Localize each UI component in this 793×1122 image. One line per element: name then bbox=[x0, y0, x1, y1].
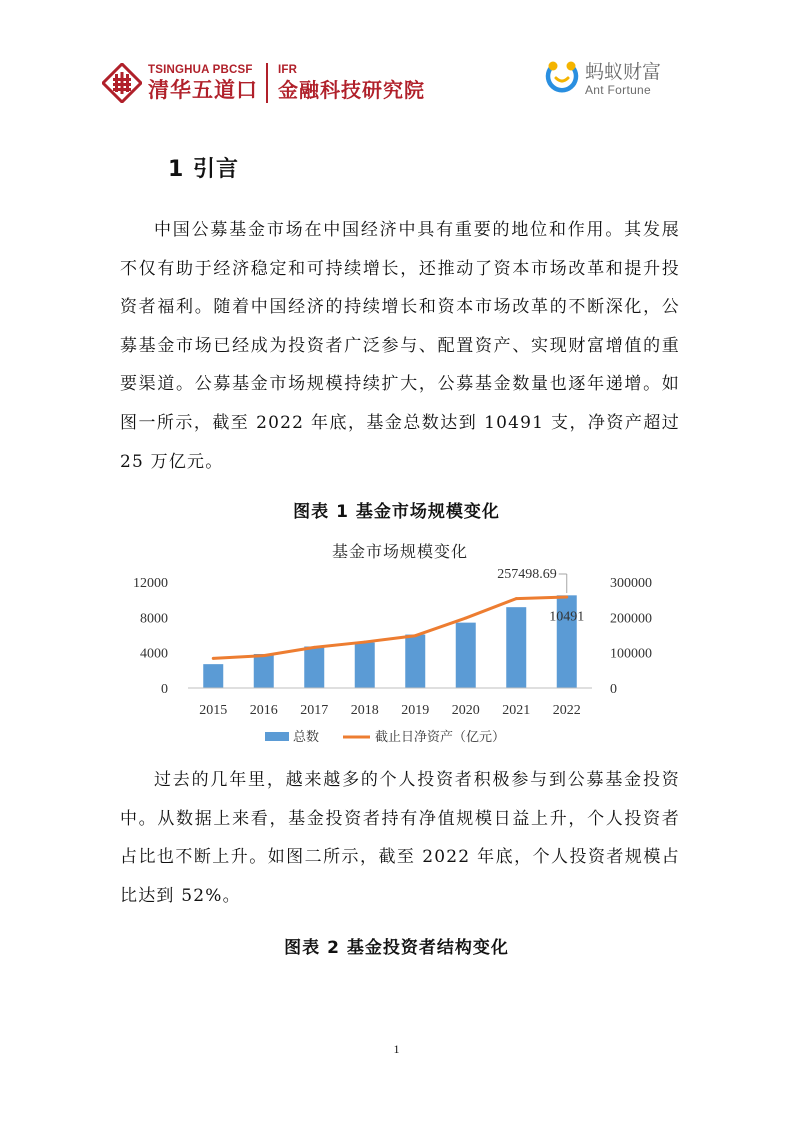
x-tick-label: 2019 bbox=[401, 703, 430, 718]
x-tick-label: 2015 bbox=[199, 703, 228, 718]
ant-fortune-en-name: Ant Fortune bbox=[585, 83, 652, 97]
y-left-tick-label: 8000 bbox=[140, 611, 168, 627]
x-tick-label: 2017 bbox=[300, 703, 329, 718]
chart-bar bbox=[456, 623, 476, 688]
y-right-tick-label: 100000 bbox=[610, 646, 652, 662]
tsinghua-ifr-logo bbox=[102, 60, 425, 106]
fund-market-chart bbox=[120, 530, 680, 755]
x-tick-label: 2021 bbox=[502, 703, 531, 718]
page-number: 1 bbox=[393, 1042, 400, 1056]
y-right-tick-label: 300000 bbox=[610, 576, 652, 591]
x-tick-label: 2016 bbox=[249, 703, 278, 718]
y-left-tick-label: 12000 bbox=[133, 576, 168, 591]
figure-1-caption: 图表 1 基金市场规模变化 bbox=[293, 502, 500, 522]
tsinghua-cn-name: 清华五道口 bbox=[148, 77, 258, 102]
y-left-tick-label: 4000 bbox=[140, 646, 168, 662]
x-tick-label: 2020 bbox=[451, 703, 480, 718]
y-right-tick-label: 0 bbox=[610, 682, 617, 697]
legend-line-label: 截止日净资产（亿元） bbox=[375, 730, 506, 745]
ant-fortune-logo bbox=[544, 60, 661, 98]
intro-paragraph-1: 中国公募基金市场在中国经济中具有重要的地位和作用。其发展不仅有助于经济稳定和可持续增长，还推动了资本市场改革和提升投资者福利。随着中国经济的持续增长和资本市场改革的不断深化，公募基金市场已经成为投资者广泛参与、配置资产、实现财富增值的重要渠道。公募基金市场规模持续扩大，公募基金数量也逐年递增。如图一所示，截至 2022 年底，基金总数达到 10491 支，净资产超过 25 万亿元。 bbox=[120, 220, 680, 472]
y-right-tick-label: 200000 bbox=[610, 611, 652, 627]
ant-fortune-cn-name: 蚂蚁财富 bbox=[585, 61, 662, 83]
chart-line-point bbox=[565, 596, 568, 599]
ant-fortune-mark-icon bbox=[544, 60, 580, 98]
chart-bar bbox=[506, 607, 526, 688]
ifr-cn-name: 金融科技研究院 bbox=[278, 77, 425, 102]
chart-line-point bbox=[212, 657, 215, 660]
chart-bar bbox=[254, 654, 274, 688]
chart-line-point bbox=[262, 654, 265, 657]
intro-paragraph-2: 过去的几年里，越来越多的个人投资者积极参与到公募基金投资中。从数据上来看，基金投资者持有净值规模日益上升，个人投资者占比也不断上升。如图二所示，截至 2022 年底，个人投资者规模占比达到 52%。 bbox=[120, 770, 680, 906]
chart-bar bbox=[355, 643, 375, 688]
data-label-net-assets-2022: 257498.69 bbox=[497, 567, 557, 582]
chart-line-point bbox=[313, 646, 316, 649]
data-label-count-2022: 10491 bbox=[549, 609, 585, 625]
logo-divider bbox=[266, 63, 268, 103]
legend-bar-label: 总数 bbox=[293, 730, 320, 745]
y-left-tick-label: 0 bbox=[161, 682, 168, 697]
tsinghua-en-name: TSINGHUA PBCSF bbox=[148, 63, 253, 76]
figure-2-caption: 图表 2 基金投资者结构变化 bbox=[284, 938, 509, 958]
chart-line-point bbox=[464, 617, 467, 620]
chart-bar bbox=[405, 635, 425, 688]
section-title: 1 引言 bbox=[168, 157, 239, 182]
legend-bar-swatch bbox=[265, 732, 289, 741]
chart-line-point bbox=[515, 597, 518, 600]
chart-bar bbox=[304, 646, 324, 688]
ifr-en-name: IFR bbox=[278, 63, 298, 76]
chart-bar bbox=[203, 664, 223, 688]
tsinghua-seal-icon bbox=[102, 63, 142, 103]
page-header bbox=[0, 0, 793, 120]
x-tick-label: 2018 bbox=[350, 703, 379, 718]
x-tick-label: 2022 bbox=[552, 703, 581, 718]
chart-line-point bbox=[414, 634, 417, 637]
chart-line-point bbox=[363, 641, 366, 644]
chart-title: 基金市场规模变化 bbox=[331, 542, 469, 561]
fund-market-chart-svg bbox=[120, 530, 680, 755]
